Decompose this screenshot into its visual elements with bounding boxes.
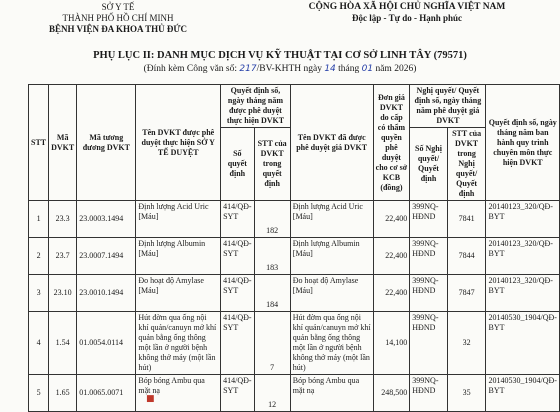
red-stamp-mark: ■ bbox=[146, 394, 155, 404]
row-stt: 3 bbox=[29, 275, 49, 312]
row-quy-trinh: 20140123_320/QĐ-BYT bbox=[486, 275, 560, 312]
row-ma-dvkt: 23.3 bbox=[49, 201, 77, 238]
row-so-nq: 399NQ-HĐND bbox=[410, 238, 447, 275]
row-so-qd: 414/QĐ-SYT bbox=[221, 312, 254, 375]
row-so-qd: 414/QĐ-SYT bbox=[221, 375, 254, 412]
subtitle-part4: năm 2026) bbox=[373, 64, 417, 74]
row-so-nq: 399NQ-HĐND bbox=[410, 201, 447, 238]
row-quy-trinh: 20140530_1904/QĐ-BYT bbox=[486, 312, 560, 375]
table-row bbox=[29, 312, 560, 375]
row-stt-qd: 184 bbox=[254, 275, 290, 312]
row-quy-trinh: 20140530_1904/QĐ-BYT bbox=[486, 375, 560, 412]
row-stt-nq: 7844 bbox=[447, 238, 486, 275]
document-month: 01 bbox=[361, 64, 374, 74]
row-stt-nq: 7847 bbox=[447, 275, 486, 312]
subtitle-part3: tháng bbox=[335, 64, 362, 74]
row-don-gia: 22,400 bbox=[373, 238, 410, 275]
row-quy-trinh: 20140123_320/QĐ-BYT bbox=[486, 238, 560, 275]
row-so-nq: 399NQ-HĐND bbox=[410, 375, 447, 412]
header-stt: STT bbox=[29, 85, 49, 201]
row-so-nq: 399NQ-HĐND bbox=[410, 275, 447, 312]
row-ten-gia: Bóp bóng Ambu qua mặt nạ bbox=[290, 375, 373, 412]
header-qd-ban-hanh: Quyết định số, ngày tháng năm ban hành quy trình chuyên môn thực hiện DVKT bbox=[486, 85, 560, 201]
table-row bbox=[29, 238, 560, 275]
table-row bbox=[29, 201, 560, 238]
header-ten-gia: Tên DVKT đã được phê duyệt giá DVKT bbox=[290, 85, 373, 201]
document-number: 217 bbox=[239, 64, 257, 74]
row-so-qd: 414/QĐ-SYT bbox=[221, 275, 254, 312]
row-ten-gia: Đo hoạt độ Amylase [Máu] bbox=[290, 275, 373, 312]
row-stt: 2 bbox=[29, 238, 49, 275]
issuer-city: THÀNH PHỐ HỒ CHÍ MINH bbox=[62, 13, 174, 23]
row-ma-tuong-duong: 23.0010.1494 bbox=[77, 275, 136, 312]
row-stt-qd: 7 bbox=[254, 312, 290, 375]
national-header bbox=[272, 2, 542, 24]
row-so-nq: 399NQ-HĐND bbox=[410, 312, 447, 375]
header-ma-tuong-duong: Mã tương đương DVKT bbox=[77, 85, 136, 201]
row-ma-tuong-duong: 01.0065.0071 bbox=[77, 375, 136, 412]
row-ma-dvkt: 1.54 bbox=[49, 312, 77, 375]
row-ten-dvkt: Định lượng Albumin [Máu] bbox=[136, 238, 221, 275]
row-quy-trinh: 20140123_320/QĐ-BYT bbox=[486, 201, 560, 238]
header-nq-group: Nghị quyết/ Quyết định số, ngày tháng năm phê duyệt giá DVKT bbox=[410, 85, 486, 128]
row-ma-tuong-duong: 23.0007.1494 bbox=[77, 238, 136, 275]
header-stt-qd: STT của DVKT trong quyết định bbox=[254, 128, 290, 201]
national-motto: Độc lập - Tự do - Hạnh phúc bbox=[351, 13, 462, 23]
subtitle-part1: (Đính kèm Công văn số: bbox=[143, 64, 240, 74]
row-so-qd: 414/QĐ-SYT bbox=[221, 238, 254, 275]
row-ten-gia: Định lượng Acid Uric [Máu] bbox=[290, 201, 373, 238]
row-don-gia: 22,400 bbox=[373, 275, 410, 312]
row-ten-dvkt: Đo hoạt độ Amylase [Máu] bbox=[136, 275, 221, 312]
header-ten-so-yte: Tên DVKT được phê duyệt thực hiện SỞ Y TẾ DUYỆT bbox=[136, 85, 221, 201]
row-ma-tuong-duong: 01.0054.0114 bbox=[77, 312, 136, 375]
row-stt: 4 bbox=[29, 312, 49, 375]
row-ten-gia: Định lượng Albumin [Máu] bbox=[290, 238, 373, 275]
row-ma-dvkt: 23.10 bbox=[49, 275, 77, 312]
row-stt: 5 bbox=[29, 375, 49, 412]
subtitle-part2: /BV-KHTH ngày bbox=[256, 64, 325, 74]
issuer-header bbox=[8, 2, 228, 35]
row-don-gia: 248,500 bbox=[373, 375, 410, 412]
issuer-hospital: BỆNH VIỆN ĐA KHOA THỦ ĐỨC bbox=[48, 24, 188, 34]
row-ma-dvkt: 23.7 bbox=[49, 238, 77, 275]
row-don-gia: 22,400 bbox=[373, 201, 410, 238]
document-day: 14 bbox=[324, 64, 336, 74]
header-qd-group: Quyết định số, ngày tháng năm được phê duyệt thực hiện DVKT bbox=[221, 85, 291, 128]
row-ten-dvkt: Định lượng Acid Uric [Máu] bbox=[136, 201, 221, 238]
page-title: PHỤ LỤC II: DANH MỤC DỊCH VỤ KỸ THUẬT TẠI CƠ SỞ LINH TÂY (79571) bbox=[93, 50, 467, 61]
row-stt-qd: 182 bbox=[254, 201, 290, 238]
issuer-dept: SỞ Y TẾ bbox=[101, 2, 135, 12]
row-ma-tuong-duong: 23.0003.1494 bbox=[77, 201, 136, 238]
row-ten-dvkt: Bóp bóng Ambu qua mặt nạ bbox=[136, 375, 221, 412]
header-don-gia: Đơn giá DVKT do cấp có thẩm quyền phê duyệt cho cơ sở KCB (đồng) bbox=[373, 85, 410, 201]
row-stt: 1 bbox=[29, 201, 49, 238]
table-row bbox=[29, 275, 560, 312]
row-ten-dvkt: Hút đờm qua ống nội khí quản/canuyn mở khí quản bằng ống thông một lần ở người bệnh không thở máy (một lần hút) bbox=[136, 312, 221, 375]
header-stt-nq: STT của DVKT trong Nghị quyết/ Quyết định bbox=[447, 128, 486, 201]
header-so-nq: Số Nghị quyết/ Quyết định bbox=[410, 128, 447, 201]
row-stt-qd: 12 bbox=[254, 375, 290, 412]
page-subtitle bbox=[0, 64, 560, 74]
row-ten-gia: Hút đờm qua ống nội khí quản/canuyn mở khí quản bằng ống thông một lần ở người bệnh không thở máy (một lần hút) bbox=[290, 312, 373, 375]
header-so-qd: Số quyết định bbox=[221, 128, 254, 201]
row-stt-nq: 35 bbox=[447, 375, 486, 412]
row-stt-nq: 7841 bbox=[447, 201, 486, 238]
table-row bbox=[29, 375, 560, 412]
row-stt-nq: 32 bbox=[447, 312, 486, 375]
row-don-gia: 14,100 bbox=[373, 312, 410, 375]
row-so-qd: 414/QĐ-SYT bbox=[221, 201, 254, 238]
national-title: CỘNG HÒA XÃ HỘI CHỦ NGHĨA VIỆT NAM bbox=[308, 2, 506, 12]
service-table bbox=[28, 84, 560, 412]
header-ma-dvkt: Mã DVKT bbox=[49, 85, 77, 201]
row-stt-qd: 183 bbox=[254, 238, 290, 275]
row-ma-dvkt: 1.65 bbox=[49, 375, 77, 412]
